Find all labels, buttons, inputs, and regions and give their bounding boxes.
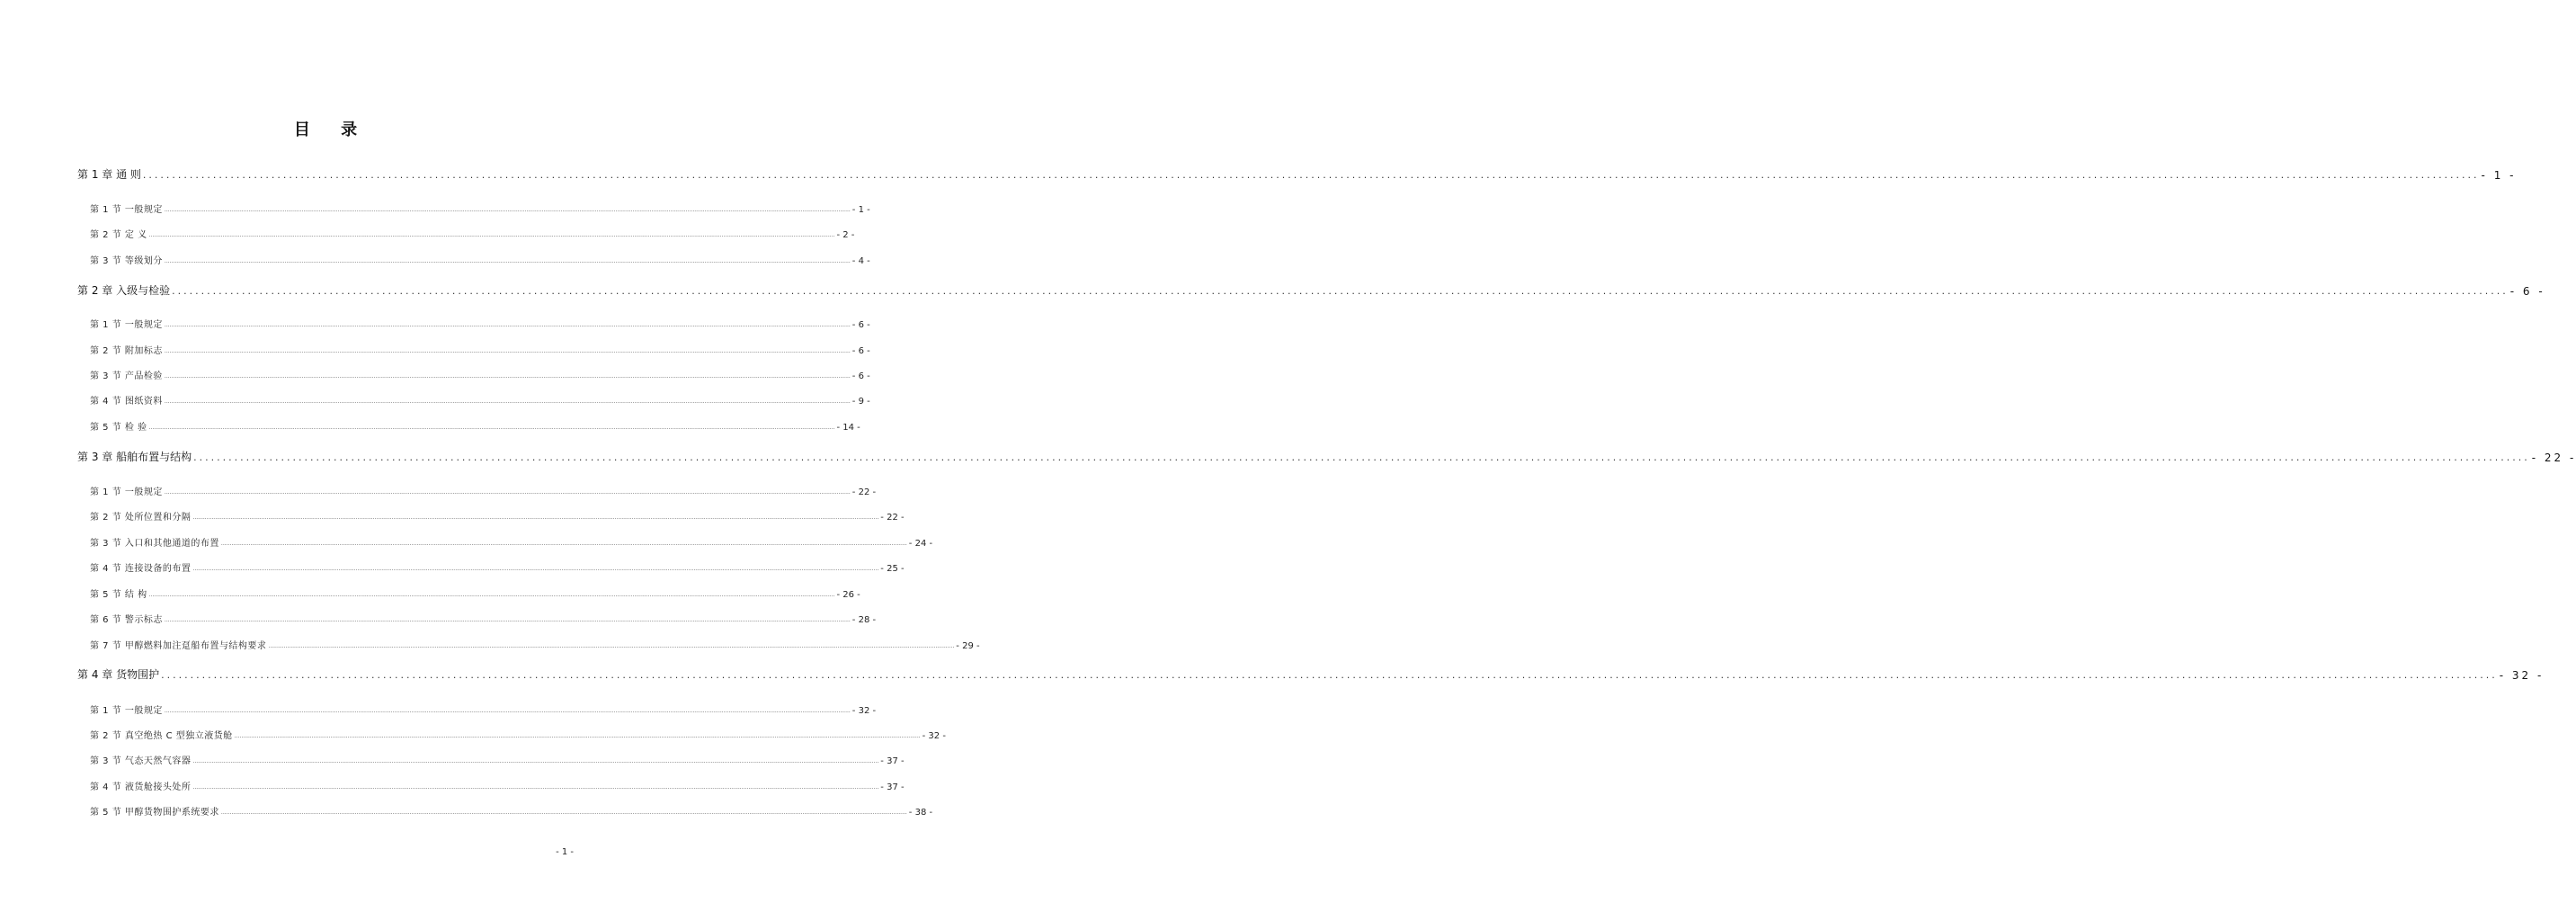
- toc-section-3-5[interactable]: [90, 584, 860, 600]
- section-label: 第 1 节 一般规定: [90, 205, 163, 215]
- section-page-number: - 37 -: [880, 756, 905, 766]
- toc-chapter-2[interactable]: [77, 282, 2545, 298]
- toc-section-4-4[interactable]: [90, 776, 905, 792]
- chapter-label: 第 4 章 货物围护: [77, 668, 160, 681]
- leader-dots: ................................................................................................................................................................................................................................................................................................................................................................................................................: [164, 373, 851, 380]
- section-page-number: - 37 -: [880, 782, 905, 792]
- toc-section-2-2[interactable]: [90, 340, 870, 356]
- leader-dots: ................................................................................................................................................................................................................................................................................................................................................................................................................: [148, 425, 835, 431]
- leader-dots: ................................................................................................................................................................................................................................................................................................................................................................................................................: [234, 733, 921, 739]
- toc-section-3-6[interactable]: [90, 609, 877, 625]
- section-label: 第 5 节 甲醇货物围护系统要求: [90, 808, 219, 818]
- section-page-number: - 6 -: [851, 371, 870, 381]
- section-page-number: - 24 -: [908, 539, 933, 549]
- toc-section-1-1[interactable]: [90, 199, 870, 215]
- chapter-label: 第 1 章 通 则: [77, 168, 141, 181]
- section-page-number: - 6 -: [851, 346, 870, 356]
- section-page-number: - 26 -: [836, 590, 860, 600]
- leader-dots: ................................................................................................................................................................................................................................................................................................................................................................................................................: [164, 398, 851, 405]
- section-page-number: - 14 -: [836, 423, 860, 433]
- toc-section-3-1[interactable]: [90, 481, 877, 497]
- leader-dots: ................................................................................................................................................................................................................................................................................................................................................................................................................: [164, 258, 851, 264]
- section-label: 第 3 节 入口和其他通道的布置: [90, 539, 219, 549]
- toc-section-2-3[interactable]: [90, 365, 870, 381]
- chapter-page-number: - 1 -: [2481, 169, 2517, 182]
- leader-dots: ................................................................................................................................................................................................................................................................................................................................................................................................................: [148, 232, 835, 238]
- leader-dots: ................................................................................................................................................................................................................................................................................................................................................................................................................: [142, 169, 2480, 181]
- leader-dots: ................................................................................................................................................................................................................................................................................................................................................................................................................: [220, 809, 907, 816]
- section-label: 第 4 节 图纸资料: [90, 397, 163, 407]
- chapter-page-number: - 32 -: [2499, 669, 2545, 682]
- leader-dots: ................................................................................................................................................................................................................................................................................................................................................................................................................: [161, 669, 2498, 681]
- toc-section-2-1[interactable]: [90, 314, 870, 330]
- section-page-number: - 2 -: [836, 230, 855, 240]
- leader-dots: ................................................................................................................................................................................................................................................................................................................................................................................................................: [148, 592, 835, 598]
- leader-dots: ................................................................................................................................................................................................................................................................................................................................................................................................................: [164, 489, 851, 496]
- section-page-number: - 25 -: [880, 564, 905, 574]
- section-page-number: - 29 -: [956, 641, 980, 651]
- section-page-number: - 22 -: [880, 513, 905, 523]
- section-page-number: - 32 -: [922, 731, 946, 741]
- toc-chapter-3[interactable]: [77, 448, 2576, 464]
- chapter-label: 第 3 章 船舶布置与结构: [77, 451, 192, 463]
- chapter-page-number: - 6 -: [2509, 285, 2545, 298]
- leader-dots: ................................................................................................................................................................................................................................................................................................................................................................................................................: [164, 207, 851, 213]
- footer-page-number: - 1 -: [556, 847, 574, 857]
- section-label: 第 1 节 一般规定: [90, 487, 163, 497]
- toc-section-3-4[interactable]: [90, 558, 905, 574]
- chapter-page-number: - 22 -: [2531, 452, 2576, 464]
- section-page-number: - 9 -: [851, 397, 870, 407]
- toc-section-3-3[interactable]: [90, 532, 933, 549]
- leader-dots: ................................................................................................................................................................................................................................................................................................................................................................................................................: [164, 348, 851, 354]
- section-label: 第 5 节 检 验: [90, 423, 147, 433]
- toc-section-2-4[interactable]: [90, 390, 870, 407]
- toc-section-3-7[interactable]: [90, 635, 980, 651]
- toc-section-4-2[interactable]: [90, 725, 946, 741]
- section-label: 第 4 节 连接设备的布置: [90, 564, 192, 574]
- leader-dots: ................................................................................................................................................................................................................................................................................................................................................................................................................: [164, 322, 851, 328]
- section-page-number: - 38 -: [908, 808, 933, 818]
- leader-dots: ................................................................................................................................................................................................................................................................................................................................................................................................................: [164, 708, 851, 714]
- section-label: 第 2 节 处所位置和分隔: [90, 513, 192, 523]
- leader-dots: ................................................................................................................................................................................................................................................................................................................................................................................................................: [192, 758, 879, 765]
- leader-dots: ................................................................................................................................................................................................................................................................................................................................................................................................................: [192, 784, 879, 791]
- leader-dots: ................................................................................................................................................................................................................................................................................................................................................................................................................: [192, 566, 879, 572]
- leader-dots: ................................................................................................................................................................................................................................................................................................................................................................................................................: [164, 617, 851, 623]
- section-label: 第 1 节 一般规定: [90, 706, 163, 716]
- section-page-number: - 22 -: [851, 487, 877, 497]
- section-label: 第 3 节 气态天然气容器: [90, 756, 192, 766]
- section-label: 第 1 节 一般规定: [90, 320, 163, 330]
- section-label: 第 2 节 定 义: [90, 230, 147, 240]
- section-label: 第 3 节 产品检验: [90, 371, 163, 381]
- section-page-number: - 32 -: [851, 706, 877, 716]
- toc-section-4-1[interactable]: [90, 700, 877, 716]
- toc-section-1-2[interactable]: [90, 224, 855, 240]
- toc-section-4-3[interactable]: [90, 750, 905, 766]
- toc-section-4-5[interactable]: [90, 801, 933, 818]
- toc-section-1-3[interactable]: [90, 250, 870, 266]
- leader-dots: ................................................................................................................................................................................................................................................................................................................................................................................................................: [172, 285, 2509, 297]
- chapter-label: 第 2 章 入级与检验: [77, 284, 171, 297]
- section-label: 第 2 节 附加标志: [90, 346, 163, 356]
- section-page-number: - 28 -: [851, 615, 877, 625]
- section-label: 第 6 节 警示标志: [90, 615, 163, 625]
- section-label: 第 5 节 结 构: [90, 590, 147, 600]
- section-page-number: - 4 -: [851, 256, 870, 266]
- toc-chapter-4[interactable]: [77, 666, 2545, 682]
- toc-chapter-1[interactable]: [77, 165, 2517, 182]
- section-page-number: - 1 -: [851, 205, 870, 215]
- leader-dots: ................................................................................................................................................................................................................................................................................................................................................................................................................: [192, 514, 879, 521]
- section-label: 第 2 节 真空绝热 C 型独立液货舱: [90, 731, 233, 741]
- leader-dots: ................................................................................................................................................................................................................................................................................................................................................................................................................: [268, 643, 955, 649]
- toc-section-2-5[interactable]: [90, 416, 860, 433]
- section-label: 第 7 节 甲醇燃料加注趸船布置与结构要求: [90, 641, 267, 651]
- toc-title: 目 录: [293, 121, 370, 139]
- leader-dots: ................................................................................................................................................................................................................................................................................................................................................................................................................: [193, 452, 2530, 463]
- section-page-number: - 6 -: [851, 320, 870, 330]
- toc-section-3-2[interactable]: [90, 506, 905, 523]
- leader-dots: ................................................................................................................................................................................................................................................................................................................................................................................................................: [220, 541, 907, 547]
- section-label: 第 4 节 液货舱接头处所: [90, 782, 192, 792]
- section-label: 第 3 节 等级划分: [90, 256, 163, 266]
